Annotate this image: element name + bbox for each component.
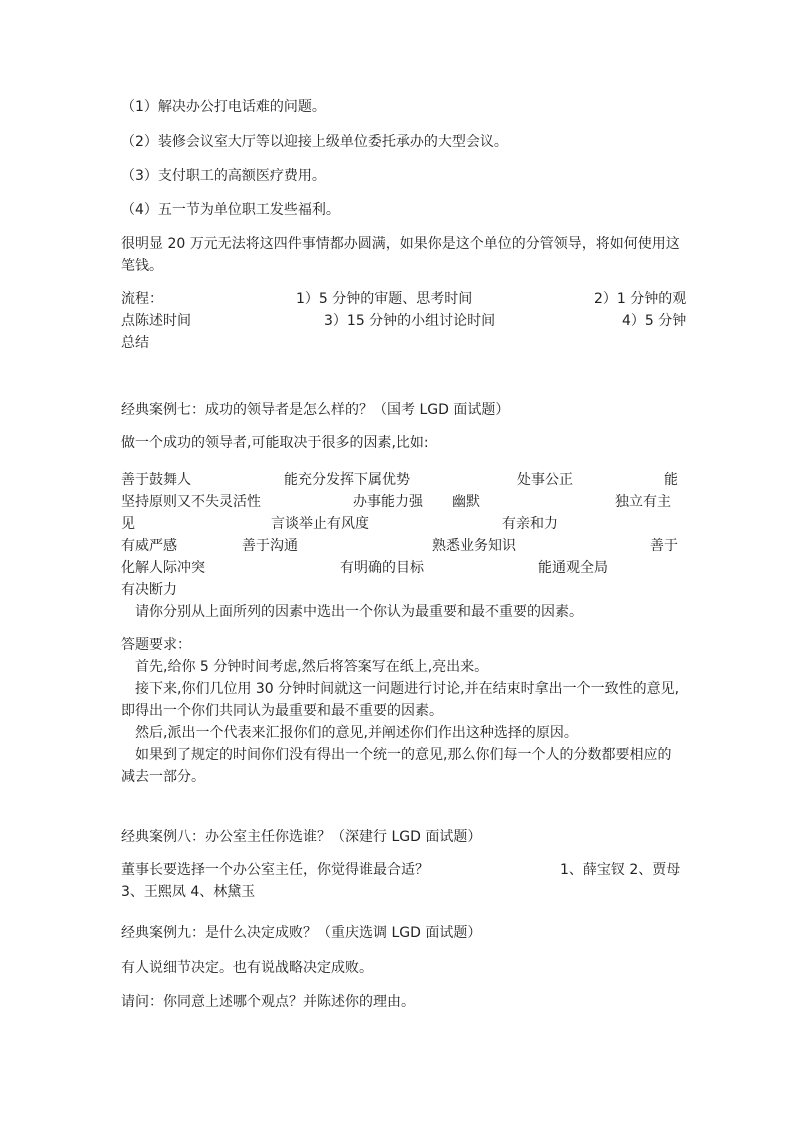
factor: 能充分发挥下属优势: [284, 472, 410, 488]
factor: 言谈举止有风度: [271, 516, 369, 532]
factor: 办事能力强: [353, 494, 423, 510]
factor: 有亲和力: [502, 516, 558, 532]
case9-p1: 有人说细节决定。也有说战略决定成败。: [121, 960, 373, 976]
case7-req-4a: 如果到了规定的时间你们没有得出一个统一的意见,那么你们每一个人的分数都要相应的: [135, 747, 672, 763]
factor: 善于沟通: [242, 538, 298, 554]
case7-req-3: 然后,派出一个代表来汇报你们的意见,并阐述你们作出这种选择的原因。: [135, 725, 578, 741]
case7-title: 经典案例七：成功的领导者是怎么样的？（国考 LGD 面试题）: [121, 402, 510, 418]
item-4: （4）五一节为单位职工发些福利。: [121, 202, 340, 218]
case7-req-4b: 减去一部分。: [121, 769, 205, 785]
case8-options-a: 1、薛宝钗 2、贾母: [560, 862, 681, 878]
factor: 化解人际冲突: [121, 560, 205, 576]
flow-label: 流程：: [121, 291, 163, 307]
factor: 独立有主: [615, 494, 671, 510]
flow-step-2a: 2）1 分钟的观: [594, 291, 687, 307]
factor: 能通观全局: [538, 560, 608, 576]
factor: 善于: [650, 538, 678, 554]
case8-options-b: 3、王熙凤 4、林黛玉: [121, 884, 256, 900]
factor: 幽默: [452, 494, 480, 510]
factor: 有明确的目标: [340, 560, 424, 576]
case7-req-2a: 接下来,你们几位用 30 分钟时间就这一问题进行讨论,并在结束时拿出一个一致性的意见,: [135, 681, 680, 697]
case7-ask: 请你分别从上面所列的因素中选出一个你认为最重要和最不重要的因素。: [135, 604, 583, 620]
factor: 能: [664, 472, 678, 488]
case7-intro: 做一个成功的领导者,可能取决于很多的因素,比如:: [121, 435, 429, 451]
flow-step-2b: 点陈述时间: [121, 313, 191, 329]
item-1: （1）解决办公打电话难的问题。: [121, 99, 326, 115]
case8-question: 董事长要选择一个办公室主任，你觉得谁最合适？: [121, 862, 429, 878]
case9-p2: 请问：你同意上述哪个观点？并陈述你的理由。: [121, 994, 415, 1010]
factor: 有决断力: [121, 582, 177, 598]
case8-title: 经典案例八：办公室主任你选谁？（深建行 LGD 面试题）: [121, 829, 482, 845]
flow-step-4a: 4）5 分钟: [622, 313, 687, 329]
question-line-1: 很明显 20 万元无法将这四件事情都办圆满，如果你是这个单位的分管领导，将如何使用这: [121, 236, 680, 252]
factor: 坚持原则又不失灵活性: [121, 494, 261, 510]
case7-req-2b: 即得出一个你们共同认为最重要和最不重要的因素。: [121, 703, 443, 719]
item-2: （2）装修会议室大厅等以迎接上级单位委托承办的大型会议。: [121, 134, 508, 150]
item-3: （3）支付职工的高额医疗费用。: [121, 168, 326, 184]
case7-requirements-title: 答题要求：: [121, 637, 191, 653]
factor: 熟悉业务知识: [432, 538, 516, 554]
case9-title: 经典案例九：是什么决定成败？（重庆选调 LGD 面试题）: [121, 925, 482, 941]
factor: 有威严感: [121, 538, 177, 554]
case7-req-1: 首先,给你 5 分钟时间考虑,然后将答案写在纸上,亮出来。: [135, 659, 489, 675]
flow-step-3: 3）15 分钟的小组讨论时间: [324, 313, 496, 329]
flow-step-1: 1）5 分钟的审题、思考时间: [296, 291, 473, 307]
question-line-2: 笔钱。: [121, 258, 163, 274]
factor: 善于鼓舞人: [121, 472, 191, 488]
factor: 处事公正: [517, 472, 573, 488]
flow-step-4b: 总结: [121, 335, 149, 351]
factor: 见: [121, 516, 135, 532]
